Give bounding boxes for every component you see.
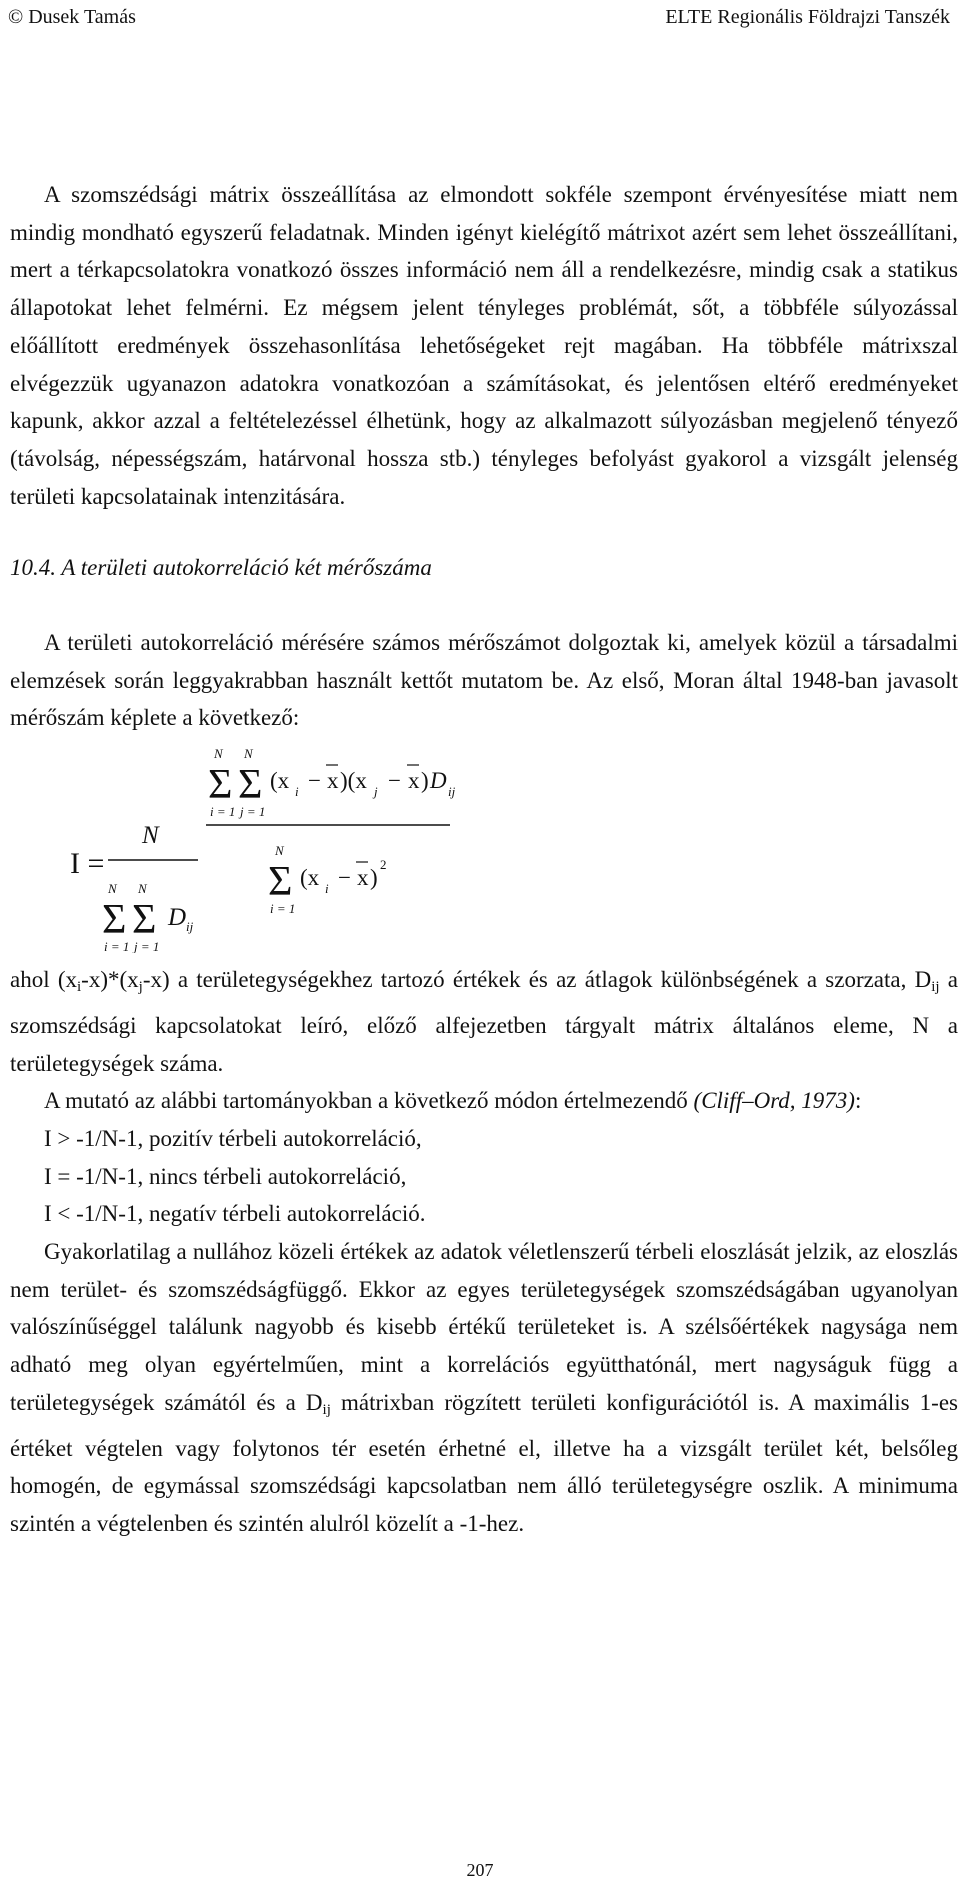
paragraph-formula-explanation: ahol $(x_i-x)*(x_j-x)$ a területegységekhez tartozó értékek és az átlagok különbségének a szorzata, $D_{ij}$ a szomszédsági kapcsolatokat leíró, előző alfejezetben tárgyalt mátrix általános eleme, N a területegységek száma. (10, 967, 958, 1076)
svg-text:N: N (138, 881, 147, 897)
svg-text:i: i (295, 784, 299, 800)
sigma-icon: Σ (208, 762, 233, 809)
svg-text:i: i (325, 881, 329, 897)
svg-text:i = 1: i = 1 (270, 901, 296, 917)
formula-lhs: I = (70, 847, 105, 881)
paragraph-interpretation: A mutató az alábbi tartományokban a következő módon értelmezendő (Cliff–Ord, 1973): (44, 1088, 862, 1114)
svg-text:N: N (108, 881, 117, 897)
svg-text:(x: (x (300, 865, 320, 891)
svg-text:ij: ij (186, 919, 194, 935)
svg-text:(x: (x (270, 768, 290, 794)
header-author: © Dusek Tamás (8, 6, 136, 28)
svg-text:D: D (430, 768, 447, 794)
svg-text:x: x (408, 768, 420, 794)
condition-positive: I > -1/N-1, pozitív térbeli autokorreláció, (44, 1125, 422, 1151)
svg-text:i = 1: i = 1 (210, 804, 236, 820)
page-body (10, 176, 958, 1543)
svg-text:D: D (168, 904, 187, 932)
condition-none: I = -1/N-1, nincs térbeli autokorreláció, (44, 1163, 407, 1189)
svg-text:j = 1: j = 1 (240, 804, 266, 820)
svg-text:)(x: )(x (340, 768, 367, 794)
svg-text:−: − (338, 865, 351, 891)
svg-text:x: x (357, 865, 369, 891)
paragraph-moran-intro: A területi autokorreláció mérésére számos mérőszámot dolgoztak ki, amelyek közül a társadalmi elemzések során leggyakrabban használt kettőt mutatom be. Az első, Moran által 1948-ban javasolt mérőszám képlete a következő: (10, 630, 958, 731)
sigma-icon: Σ (238, 762, 263, 809)
svg-text:N: N (214, 746, 223, 762)
paragraph-adjacency-matrix: A szomszédsági mátrix összeállítása az elmondott sokféle szempont érvényesítése miatt nem mindig mondható egyszerű feladatnak. Minden igényt kielégítő mátrixot azért sem lehet összeállítani, mert a térkapcsolatokra vonatkozó összes információ nem áll a rendelkezésre, mindig csak a statikus állapotokat lehet felmérni. Ez mégsem jelent tényleges problémát, sőt, a többféle súlyozással előállított eredmények összehasonlítása lehetőségeket rejt magában. Ha többféle mátrixszal elvégezzük ugyanazon adatokra vonatkozóan a számításokat, és jelentősen eltérő eredményeket kapunk, akkor azzal a feltételezéssel élhetünk, hogy az alkalmazott súlyozásban megjelenő tényező (távolság, népességszám, határvonal hossza stb.) tényleges befolyást gyakorol a vizsgált jelenség területi kapcsolatainak intenzitására. (10, 182, 958, 509)
svg-text:j: j (374, 784, 378, 800)
header-institution: ELTE Regionális Földrajzi Tanszék (665, 6, 950, 28)
svg-text:−: − (308, 768, 321, 794)
sigma-icon: Σ (132, 897, 157, 944)
sigma-icon: Σ (102, 897, 127, 944)
condition-negative: I < -1/N-1, negatív térbeli autokorreláció. (44, 1201, 426, 1227)
paragraph-practical: Gyakorlatilag a nullához közeli értékek az adatok véletlenszerű térbeli eloszlását jelzik, az eloszlás nem terület- és szomszédságfüggő. Ekkor az egyes területegységek szomszédságában ugyanolyan valószínűséggel találunk nagyobb és kisebb értékű területeket is. A szélsőértékek nagysága nem adható meg olyan egyértelműen, mint a korrelációs együtthatónál, mert nagyságuk függ a területegységek számától és a $D_{ij}$ mátrixban rögzített területi konfigurációtól is. A maximális 1-es értéket végtelen vagy folytonos tér esetén érhetné el, illetve ha a vizsgált terület két, belsőleg homogén, de egymással szomszédsági kapcsolatban nem álló területegységre oszlik. A minimuma szintén a végtelenben és szintén alulról közelít a -1-hez. (10, 1239, 958, 1536)
svg-text:N: N (244, 746, 253, 762)
svg-text:i = 1: i = 1 (104, 939, 130, 954)
citation: (Cliff–Ord, 1973) (693, 1088, 855, 1114)
svg-text:j = 1: j = 1 (134, 939, 160, 954)
sigma-icon: Σ (268, 859, 293, 906)
formula-n-top: N (142, 822, 159, 850)
moran-formula (10, 743, 958, 953)
page-number: 207 (466, 1860, 494, 1880)
svg-text:): ) (421, 768, 429, 794)
svg-text:x: x (327, 768, 339, 794)
svg-text:ij: ij (448, 784, 456, 800)
svg-text:−: − (388, 768, 401, 794)
svg-text:): ) (370, 865, 378, 891)
section-heading: 10.4. A területi autokorreláció két mérőszáma (10, 555, 432, 581)
svg-text:2: 2 (380, 857, 387, 873)
svg-text:N: N (275, 843, 284, 859)
